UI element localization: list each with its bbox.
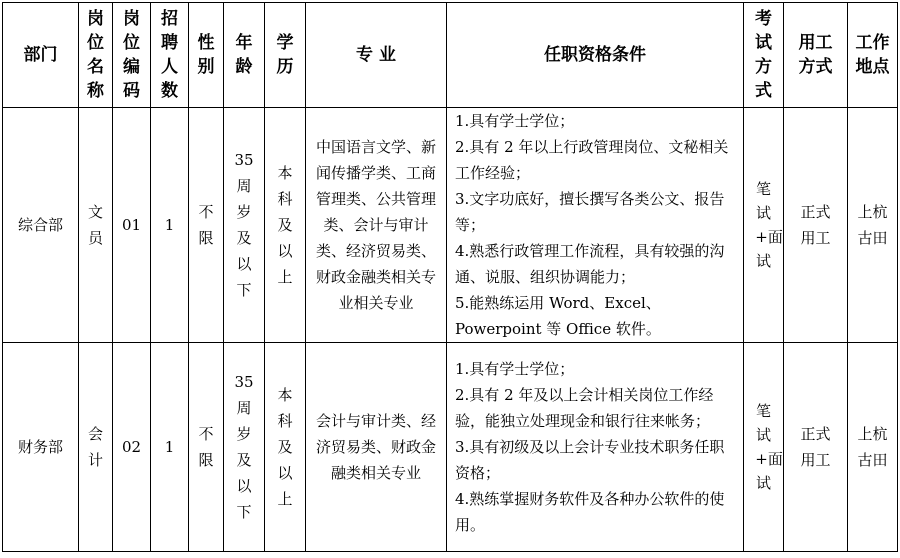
cell-post-code: 01 — [113, 108, 151, 343]
condition-item: 3.具有初级及以上会计专业技术职务任职资格； — [455, 438, 725, 482]
header-dept: 部门 — [3, 3, 79, 108]
cell-location: 上杭古田 — [848, 343, 898, 552]
condition-item: 2.具有 2 年及以上会计相关岗位工作经验，能独立处理现金和银行往来帐务； — [455, 386, 714, 430]
header-gender: 性别 — [189, 3, 224, 108]
header-employ: 用工方式 — [784, 3, 848, 108]
condition-item: 1.具有学士学位； — [455, 112, 575, 130]
header-count: 招聘人数 — [151, 3, 189, 108]
cell-gender: 不限 — [189, 108, 224, 343]
cell-edu: 本科及以上 — [265, 108, 306, 343]
cell-age: 35周岁及以下 — [224, 108, 265, 343]
cell-location: 上杭古田 — [848, 108, 898, 343]
header-exam: 考试方式 — [744, 3, 784, 108]
table-row — [3, 108, 898, 343]
cell-conditions — [447, 108, 744, 343]
header-row — [3, 3, 898, 108]
header-major: 专 业 — [306, 3, 447, 108]
header-location: 工作地点 — [848, 3, 898, 108]
condition-item: 5.能熟练运用 Word、Excel、Powerpoint 等 Office 软件。 — [455, 294, 661, 338]
cell-conditions — [447, 343, 744, 552]
header-post-code: 岗位编码 — [113, 3, 151, 108]
cell-dept: 财务部 — [3, 343, 79, 552]
cell-gender: 不限 — [189, 343, 224, 552]
cell-post-name: 文员 — [79, 108, 113, 343]
header-post-name: 岗位名称 — [79, 3, 113, 108]
cell-exam: 笔试+面试 — [744, 343, 784, 552]
cell-dept: 综合部 — [3, 108, 79, 343]
condition-item: 4.熟悉行政管理工作流程，具有较强的沟通、说服、组织协调能力； — [455, 242, 725, 286]
table-row — [3, 343, 898, 552]
cell-edu: 本科及以上 — [265, 343, 306, 552]
cell-exam: 笔试+面试 — [744, 108, 784, 343]
condition-item: 4.熟练掌握财务软件及各种办公软件的使用。 — [455, 490, 725, 534]
header-conditions: 任职资格条件 — [447, 3, 744, 108]
cell-employ: 正式用工 — [784, 108, 848, 343]
cell-count: 1 — [151, 108, 189, 343]
condition-item: 3.文字功底好，擅长撰写各类公文、报告等； — [455, 190, 725, 234]
condition-item: 1.具有学士学位； — [455, 360, 575, 378]
cell-age: 35周岁及以下 — [224, 343, 265, 552]
cell-count: 1 — [151, 343, 189, 552]
cell-major: 中国语言文学、新闻传播学类、工商管理类、公共管理类、会计与审计类、经济贸易类、财政金融类相关专业相关专业 — [306, 108, 447, 343]
recruitment-table — [2, 2, 898, 552]
cell-post-name: 会计 — [79, 343, 113, 552]
cell-post-code: 02 — [113, 343, 151, 552]
header-edu: 学历 — [265, 3, 306, 108]
cell-employ: 正式用工 — [784, 343, 848, 552]
header-age: 年龄 — [224, 3, 265, 108]
condition-item: 2.具有 2 年以上行政管理岗位、文秘相关工作经验； — [455, 138, 729, 182]
cell-major: 会计与审计类、经济贸易类、财政金融类相关专业 — [306, 343, 447, 552]
